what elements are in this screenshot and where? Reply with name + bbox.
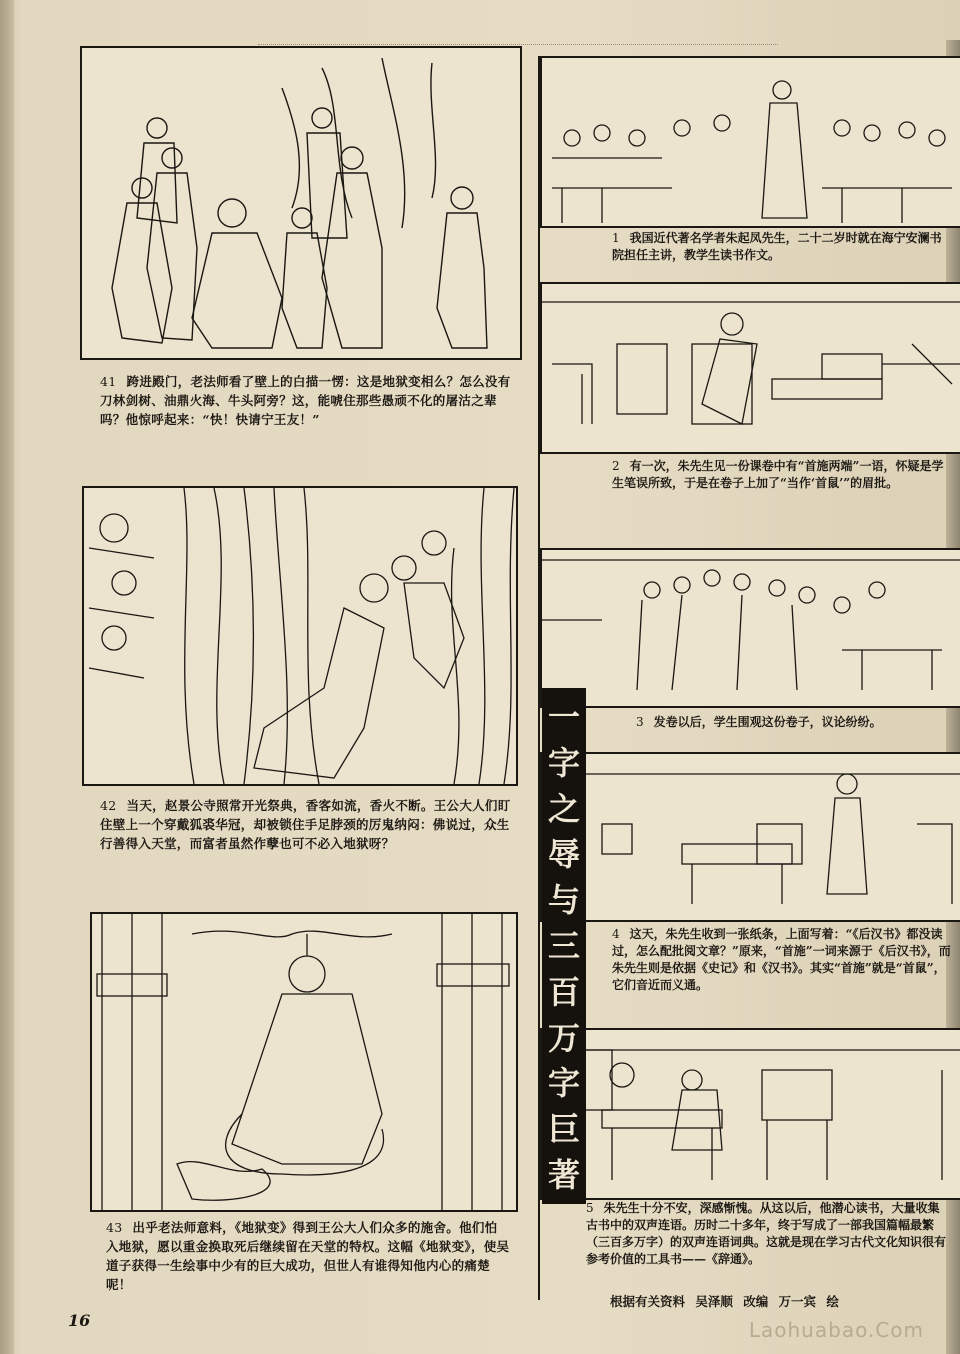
mural-hell-scene-drawing — [84, 488, 516, 784]
story-panel-3 — [540, 548, 960, 708]
site-watermark: Laohuabao.Com — [748, 1318, 924, 1342]
title-char: 一 — [547, 697, 580, 736]
title-char: 著 — [547, 1156, 580, 1195]
caption-text: 这天，朱先生收到一张纸条，上面写着：“《后汉书》都没读过，怎么配批阅文章？”原来，“首施”一词来源于《后汉书》，而朱先生则是依据《史记》和《汉书》。其实“首施”就是“首鼠”，它们音近而义通。 — [612, 927, 951, 992]
header-dotted-line — [258, 44, 778, 45]
page-number: 16 — [68, 1311, 91, 1330]
illustration-panel-41 — [80, 46, 522, 360]
caption-number: 3 — [636, 715, 644, 729]
title-char: 辱 — [547, 835, 580, 874]
caption-text: 出乎老法师意料，《地狱变》得到王公大人们众多的施舍。他们怕入地狱，愿以重金换取死后继续留在天堂的特权。这幅《地狱变》，使吴道子获得一生绘事中少有的巨大成功，但世人有谁得知他内心的痛楚呢！ — [106, 1220, 510, 1292]
story-caption-1 — [612, 230, 948, 264]
title-char: 万 — [547, 1018, 580, 1057]
story-caption-4 — [612, 926, 952, 994]
caption-number: 41 — [100, 374, 117, 389]
caption-number: 4 — [612, 927, 620, 941]
classroom-drawing — [542, 58, 960, 226]
students-gathered-drawing — [542, 550, 960, 706]
story-panel-4 — [540, 752, 960, 922]
scholar-reading-drawing — [542, 284, 960, 452]
caption-41 — [100, 372, 512, 429]
caption-number: 1 — [612, 231, 620, 245]
story-caption-3 — [636, 714, 948, 731]
title-char: 三 — [547, 926, 580, 965]
monks-viewing-mural-drawing — [82, 48, 520, 358]
title-char: 与 — [547, 881, 580, 920]
title-char: 字 — [547, 1064, 580, 1103]
caption-number: 42 — [100, 798, 117, 813]
page-binding-shadow — [0, 0, 14, 1354]
caption-text: 朱先生十分不安，深感惭愧。从这以后，他潜心读书，大量收集古书中的双声连语。历时二十多年，终于写成了一部我国篇幅最繁（三百多万字）的双声连语词典。这就是现在学习古代文化知识很有参考价值的工具书——《辞通》。 — [586, 1201, 947, 1266]
story-panel-1 — [540, 56, 960, 228]
scholar-writing-drawing — [542, 1030, 960, 1198]
illustration-panel-43 — [90, 912, 518, 1212]
caption-text: 当天，赵景公寺照常开光祭典，香客如流，香火不断。王公大人们盯住壁上一个穿戴狐裘华冠，却被锁住手足脖颈的厉鬼纳闷：佛说过，众生行善得入天堂，而富者虽然作孽也可不必入地狱呀？ — [100, 798, 511, 851]
title-char: 字 — [547, 743, 580, 782]
teacher-with-note-drawing — [542, 754, 960, 920]
caption-number: 43 — [106, 1220, 123, 1235]
caption-43 — [106, 1218, 510, 1294]
title-char: 百 — [547, 972, 580, 1011]
illustration-panel-42 — [82, 486, 518, 786]
caption-42 — [100, 796, 512, 853]
caption-text: 发卷以后，学生围观这份卷子，议论纷纷。 — [653, 715, 882, 729]
caption-number: 2 — [612, 459, 620, 473]
credit-line: 根据有关资料 吴泽顺 改编 万一宾 绘 — [610, 1294, 839, 1309]
title-char: 之 — [547, 789, 580, 828]
story-caption-2 — [612, 458, 948, 492]
story-caption-5 — [586, 1200, 950, 1268]
caption-text: 有一次，朱先生见一份课卷中有“首施两端”一语，怀疑是学生笔误所致，于是在卷子上加了“当作‘首鼠’”的眉批。 — [612, 459, 944, 490]
vertical-story-title — [542, 688, 586, 1204]
title-char: 巨 — [547, 1110, 580, 1149]
caption-text: 跨进殿门，老法师看了壁上的白描一愣：这是地狱变相么？怎么没有刀林剑树、油鼎火海、牛头阿旁？这，能唬住那些愚顽不化的屠沽之辈吗？他惊呼起来：“快！快请宁王友！” — [100, 374, 511, 427]
caption-text: 我国近代著名学者朱起凤先生，二十二岁时就在海宁安澜书院担任主讲，教学生读书作文。 — [612, 231, 942, 262]
story-panel-2 — [540, 282, 960, 454]
caption-number: 5 — [586, 1201, 594, 1215]
story-panel-5 — [540, 1028, 960, 1200]
chained-figure-drawing — [92, 914, 516, 1210]
